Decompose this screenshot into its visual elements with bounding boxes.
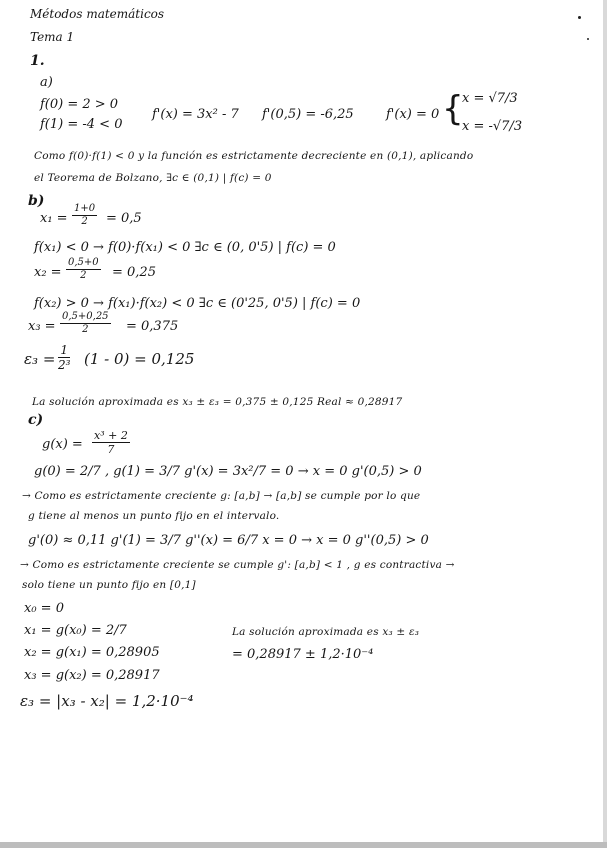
critical-point-negative: x = -√7/3 <box>462 119 523 134</box>
x3-label: x₃ = <box>28 319 56 334</box>
derivative-zero: f'(x) = 0 <box>386 107 440 122</box>
scan-edge-shadow <box>603 0 607 848</box>
iteration-x0: x₀ = 0 <box>24 601 64 616</box>
bisection-step-2: f(x₂) > 0 → f(x₁)·f(x₂) < 0 ∃c ∈ (0'25, 0'5) | f(c) = 0 <box>34 296 361 311</box>
critical-point-positive: x = √7/3 <box>462 91 518 106</box>
problem-number: 1. <box>30 53 45 69</box>
bolzano-conclusion: el Teorema de Bolzano, ∃c ∈ (0,1) | f(c) = 0 <box>34 172 272 184</box>
x1-fraction <box>72 204 97 227</box>
g-numerator: x³ + 2 <box>94 429 128 442</box>
epsilon-denominator: 2³ <box>58 358 71 372</box>
iteration-x2: x₂ = g(x₁) = 0,28905 <box>24 645 160 660</box>
f-of-1: f(1) = -4 < 0 <box>40 117 123 132</box>
x1-label: x₁ = <box>40 211 68 226</box>
part-b-label: b) <box>28 193 45 209</box>
topic-title: Tema 1 <box>30 30 75 44</box>
scan-edge-shadow <box>0 842 607 848</box>
fixed-point-error: ε₃ = |x₃ - x₂| = 1,2·10⁻⁴ <box>20 692 194 710</box>
epsilon-result: (1 - 0) = 0,125 <box>84 350 195 368</box>
bolzano-reasoning: Como f(0)·f(1) < 0 y la función es estrictamente decreciente en (0,1), aplicando <box>34 150 474 162</box>
x2-result: = 0,25 <box>112 265 156 280</box>
x3-numerator: 0,5+0,25 <box>62 311 109 322</box>
x3-result: = 0,375 <box>126 319 179 334</box>
iteration-x1: x₁ = g(x₀) = 2/7 <box>24 623 127 638</box>
iteration-x3: x₃ = g(x₂) = 0,28917 <box>24 668 160 683</box>
f-of-0: f(0) = 2 > 0 <box>40 97 119 112</box>
existence-note-1: → Como es estrictamente creciente g: [a,b] → [a,b] se cumple por lo que <box>22 490 421 502</box>
existence-note-2: g tiene al menos un punto fijo en el intervalo. <box>28 510 280 522</box>
x1-result: = 0,5 <box>106 211 142 226</box>
brace-symbol: { <box>442 89 464 129</box>
g-derivative-line: g'(0) ≈ 0,11 g'(1) = 3/7 g''(x) = 6/7 x = 0 → x = 0 g''(0,5) > 0 <box>28 533 429 548</box>
x2-fraction <box>66 258 101 281</box>
course-title: Métodos matemáticos <box>30 7 165 21</box>
g-fraction <box>92 430 130 455</box>
fixed-point-approx-solution: La solución aproximada es x₃ ± ε₃ <box>232 626 420 638</box>
bisection-step-1: f(x₁) < 0 → f(0)·f(x₁) < 0 ∃c ∈ (0, 0'5) | f(c) = 0 <box>34 240 336 255</box>
x2-numerator: 0,5+0 <box>68 257 99 268</box>
part-a-label: a) <box>40 75 53 90</box>
g-label: g(x) = <box>42 437 83 452</box>
derivative-at-half: f'(0,5) = -6,25 <box>262 107 354 122</box>
x1-numerator: 1+0 <box>74 203 96 214</box>
x1-denominator: 2 <box>81 216 88 227</box>
epsilon-label: ε₃ = <box>24 350 56 368</box>
scan-speck <box>578 16 581 19</box>
part-c-label: c) <box>28 412 44 428</box>
bisection-approx-solution: La solución aproximada es x₃ ± ε₃ = 0,375 ± 0,125 Real ≈ 0,28917 <box>32 396 403 408</box>
g-values-line: g(0) = 2/7 , g(1) = 3/7 g'(x) = 3x²/7 = 0 → x = 0 g'(0,5) > 0 <box>34 464 422 479</box>
scan-speck <box>587 38 589 40</box>
fixed-point-approx-value: = 0,28917 ± 1,2·10⁻⁴ <box>232 647 374 662</box>
g-denominator: 7 <box>107 443 115 456</box>
epsilon-fraction <box>58 344 70 371</box>
x2-label: x₂ = <box>34 265 62 280</box>
uniqueness-note-2: solo tiene un punto fijo en [0,1] <box>22 579 196 591</box>
x3-denominator: 2 <box>82 324 89 335</box>
derivative: f'(x) = 3x² - 7 <box>152 107 239 122</box>
x3-fraction <box>60 312 111 335</box>
uniqueness-note-1: → Como es estrictamente creciente se cumple g': [a,b] < 1 , g es contractiva → <box>20 559 455 571</box>
x2-denominator: 2 <box>80 270 87 281</box>
epsilon-numerator: 1 <box>58 344 70 358</box>
